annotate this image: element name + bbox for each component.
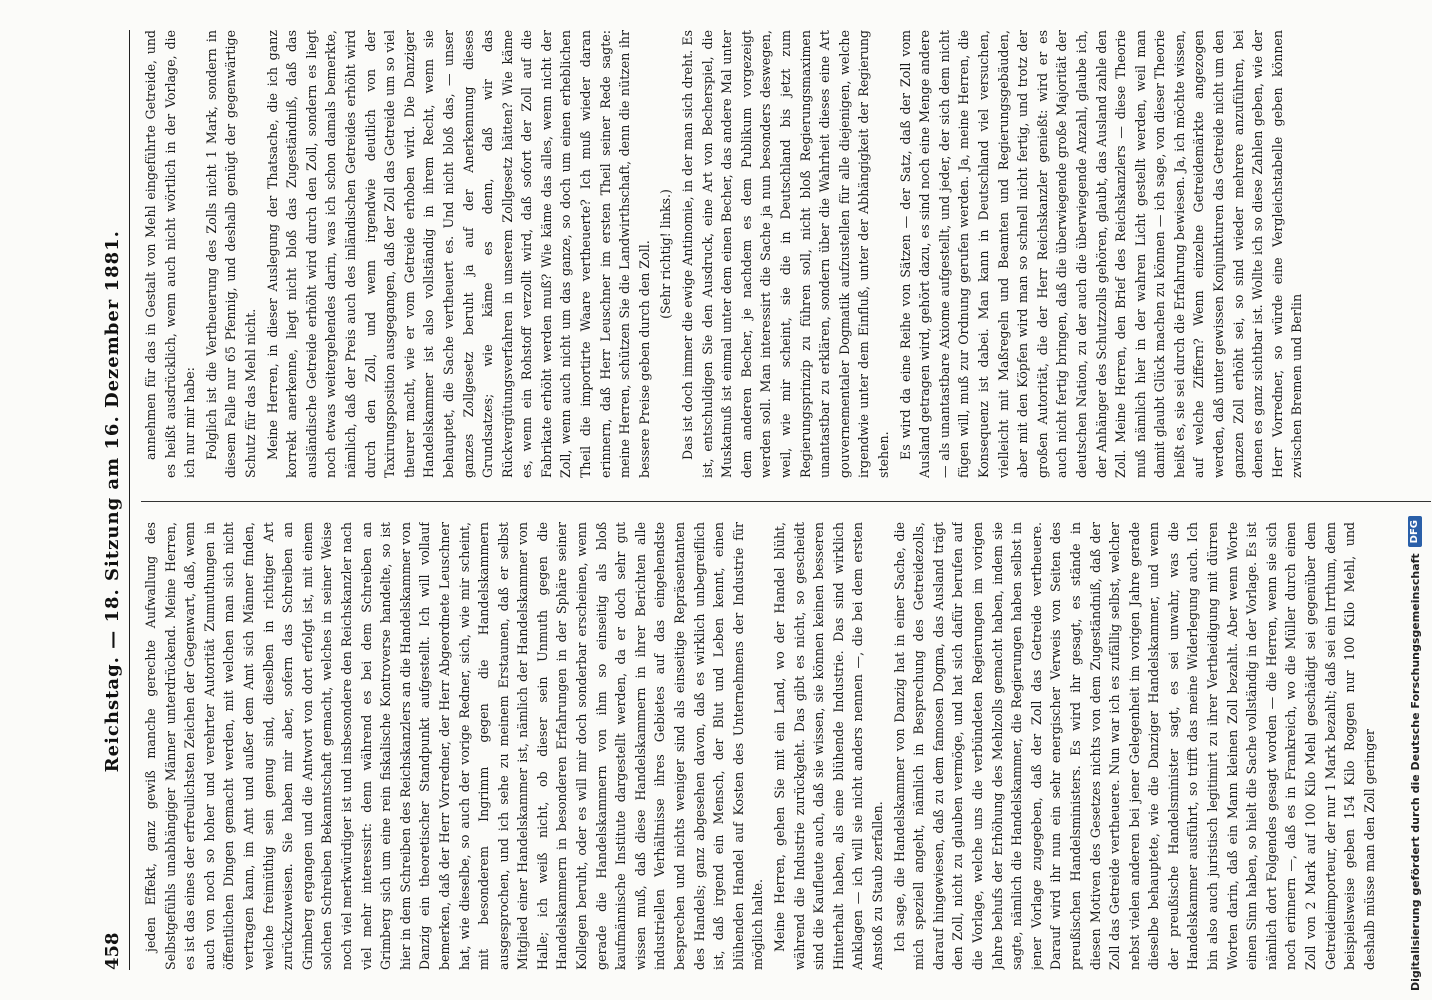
paragraph: Meine Herren, gehen Sie mit ein Land, wo der Handel blüht, während die Industrie zurückgeht. Das gibt es nicht, so gescheidt sind die Kaufleute auch, daß sie wissen, sie können keinen besseren Hinterhalt haben, als eine blühende Industrie. Das sind wirklich Anklagen — ich will sie nicht anders nennen —, die bei dem ersten Anstoß zu Staub zerfallen.	[772, 522, 885, 970]
interjection: (Sehr richtig! links.)	[658, 189, 674, 319]
paragraph: Es wird da eine Reihe von Sätzen — der Satz, daß der Zoll vom Ausland getragen wird, gehört dazu, es sind noch eine Menge andere — als unantastbare Axiome aufgestellt, und jeder, der sich dem nicht fügen will, muß zur Ordnung gerufen werden. Ja, meine Herren, die Konsequenz ist dabei. Man kann in Deutschland viel versuchen, vielleicht mit Maßregeln und Beamten und Regierungsgebäuden, aber mit den Köpfen wird man so schnell nicht fertig, und trotz der großen Autorität, die der Herr Reichskanzler genießt: wird er es auch nicht fertig bringen, daß die überwiegende große Majorität der deutschen Nation, zu der auch die überwiegende Anzahl, glaube ich, der Anhänger des Schutzzolls gehören, glaubt, das Ausland zahle den Zoll. Meine Herren, den Brief des Reichskanzlers — diese Theorie muß nämlich hier in der wahren Licht gestellt werden, weil man damit glaubt Glück machen zu können — ich sage, von dieser Theorie heißt es, sie sei durch die Erfahrung bewiesen. Ja, ich möchte wissen, auf welche Ziffern? Wenn einzelne Getreidemärkte angezogen werden, daß unter gewissen Konjunkturen das Getreide nicht um den ganzen Zoll erhöht sei, so sind wieder mehrere anzuführen, bei denen es ganz sichtbar ist. Wollte ich so diese Zahlen geben, wie der Herr Vorredner, so würde eine Vergleichstabelle geben können zwischen Bremen und Berlin	[897, 30, 1305, 478]
digitization-credit	[1406, 6, 1424, 991]
dfg-logo: DFG	[1408, 516, 1422, 547]
page-number: 458	[101, 932, 123, 970]
credit-text: Digitalisierung gefördert durch die Deutsche Forschungsgemeinschaft	[1408, 553, 1422, 991]
paragraph: jeden Effekt, ganz gewiß manche gerechte Aufwallung des Selbstgefühls unabhängiger Männer unterdrückend. Meine Herren, es ist das eines der erfreulichsten Zeichen der Gegenwart, daß, wenn auch von noch so hoher und verehrter Autorität Zumuthungen in öffentlichen Dingen gemacht werden, mit welchen man sich nicht vertragen kann, im Amt und außer dem Amt sich Männer finden, welche freimüthig sein genug sind, dieselben in richtiger Art zurückzuweisen. Sie haben mir aber, sofern das Schreiben an Grimberg ergangen und die Antwort von dort erfolgt ist, mit einem solchen Schreiben Bekanntschaft gemacht, welches in seiner Weise noch viel merkwürdiger ist und insbesondere den Reichskanzler nach viel mehr interessirt: denn während es bei dem Schreiben an Grimberg sich um eine rein fiskalische Kontroverse handelte, so ist hier in dem Schreiben des Reichskanzlers an die Handelskammer von Danzig ein theoretischer Standpunkt aufgestellt. Ich will vollauf bemerken, daß der Herr Vorredner, der Herr Abgeordnete Leuschner hat, wie dieselbe, so auch der vorige Redner, sich, wie mir scheint, mit besonderem Ingrimm gegen die Handelskammern ausgesprochen, und ich sehe zu meinem Erstaunen, daß er selbst Mitglied einer Handelskammer ist, nämlich der Handelskammer von Halle; ich weiß nicht, ob dieser sein Unmuth gegen die Handelskammern in besonderen Erfahrungen in der Sphäre seiner Kollegen beruht, oder es will mir doch sonderbar erscheinen, wenn gerade die Handelskammern von ihm so einseitig als bloß kaufmännische Institute dargestellt werden, da er doch sehr gut wissen muß, daß diese Handelskammern in ihrer Berichten alle industriellen Verhältnisse ihres Gebietes auf das eingehendste besprechen und nichts weniger sind als einseitige Repräsentanten des Handels; ganz abgesehen davon, daß es wirklich unbegreiflich ist, daß irgend ein Mensch, der Blut und Leben kennt, einen blühenden Handel auf Kosten des Unternehmens der Industrie für möglich halte.	[143, 522, 766, 970]
paragraph: Meine Herren, in dieser Auslegung der Thatsache, die ich ganz korrekt anerkenne, liegt nicht bloß das Zugeständniß, daß das ausländische Getreide erhöht wird durch den Zoll, sondern es liegt noch etwas weitergehendes darin, was ich schon damals bemerkte, nämlich, daß der Preis auch des inländischen Getreides erhöht wird durch den Zoll, und wenn irgendwie deutlich von der Taxirungsposition ausgegangen, daß der Zoll das Getreide um so viel theurer macht, wie er vom Getreide erhoben wird. Die Danziger Handelskammer ist also vollständig in ihrem Recht, wenn sie behauptet, die Sache vertheuert es. Und nicht bloß das, — unser ganzes Zollgesetz beruht ja auf der Anerkennung dieses Grundsatzes; wie käme es denn, daß wir das Rückvergütungsverfahren in unserem Zollgesetz hätten? Wie käme es, wenn ein Rohstoff verzollt wird, daß sofort der Zoll auf die Fabrikate erhöht werden muß? Wie käme das alles, wenn nicht der Zoll, wenn auch nicht um das ganze, so doch um einen erheblichen Theil die importirte Waare vertheuerte? Ich muß wieder daran erinnern, daß Herr Leuschner im ersten Theil seiner Rede sagte: meine Herren, schützen Sie die Landwirthschaft, denn die nützen ihr bessere Preise geben durch den Zoll.	[264, 30, 652, 478]
paragraph: Ich sage, die Handelskammer von Danzig hat in einer Sache, die mich speziell angeht, nämlich in Besprechung des Getreidezolls, darauf hingewiesen, daß zu dem famosen Dogma, das Ausland trägt den Zoll, nicht zu glauben vermöge, und hat sich dafür berufen auf die Vorlage, welche uns die verbündeten Regierungen im vorigen Jahre behufs der Erhöhung des Mehlzolls gemacht haben, indem sie sagte, nämlich die Handelskammer, die Regierungen haben selbst in jener Vorlage zugegeben, daß der Zoll das Getreide vertheuere. Darauf wird ihr nun ein sehr energischer Verweis von Seiten des preußischen Handelsministers. Es wird ihr gesagt, es stände in diesen Motiven des Gesetzes nichts von dem Zugeständniß, daß der Zoll das Getreide vertheuere. Nun war ich es zufällig selbst, welcher nebst vielen anderen bei jener Gelegenheit im vorigen Jahre gerade dieselbe behauptete, wie die Danziger Handelskammer, und wenn der preußische Handelsminister sagt, es sei unwahr, was die Handelskammer ausführt, so trifft das meine Widerlegung auch. Ich bin also auch juristisch legitimirt zu ihrer Vertheidigung mit dürren Worten darin, daß ein Mann kleinen Zoll bezahlt. Aber wenn Worte einen Sinn haben, so hielt die Sache vollständig in der Vorlage. Es ist nämlich dort Folgendes gesagt worden — die Herren, wenn sie sich noch erinnern —, daß es in Frankreich, wo die Müller durch einen Zoll von 2 Mark auf 100 Kilo Mehl geschädigt sei gegenüber dem Getreideimporteur, der nur 1 Mark bezahlt; daß sei ein Irrthum, denn beispielsweise geben 154 Kilo Roggen nur 100 Kilo Mehl, und deshalb müsse man den Zoll geringer	[891, 522, 1377, 970]
text-column-left	[141, 522, 1431, 970]
text-column-right	[141, 30, 1431, 478]
paragraph: Folglich ist die Vertheuerung des Zolls nicht 1 Mark, sondern in diesem Falle nur 65 Pfennig, und deshalb genügt der gegenwärtige Schutz für das Mehl nicht.	[203, 30, 258, 478]
paragraph: annehmen für das in Gestalt von Mehl eingeführte Getreide, und es heißt ausdrücklich, wenn auch nicht wörtlich in der Vorlage, die ich nur mir habe:	[143, 30, 198, 478]
page-header	[95, 30, 130, 970]
column-divider	[141, 501, 1431, 502]
page-title: Reichstag. — 18. Sitzung am 16. Dezember 1881.	[101, 230, 123, 773]
rotated-newspaper-page	[95, 30, 1432, 970]
paragraph: Das ist doch immer die ewige Antinomie, in der man sich dreht. Es ist, entschuldigen Sie den Ausdruck, eine Art von Becherspiel, die Muskatnuß ist einmal unter dem einen Becher, das andere Mal unter dem anderen Becher, je nachdem es dem Publikum vorgezeigt werden soll. Man interessirt die Sache ja nun besonders deswegen, weil, wie mir scheint, sie die in Deutschland bis jetzt zum Regierungsprinzip zu führen soll, nicht bloß Regierungsmaximen unantastbar zu erklären, sondern über die Wahrheit dieses eine Art gouvernementaler Dogmatik aufzustellen für alle diejenigen, welche irgendwie unter dem Einfluß, unter der Abhängigkeit der Regierung stehen.	[680, 30, 891, 478]
